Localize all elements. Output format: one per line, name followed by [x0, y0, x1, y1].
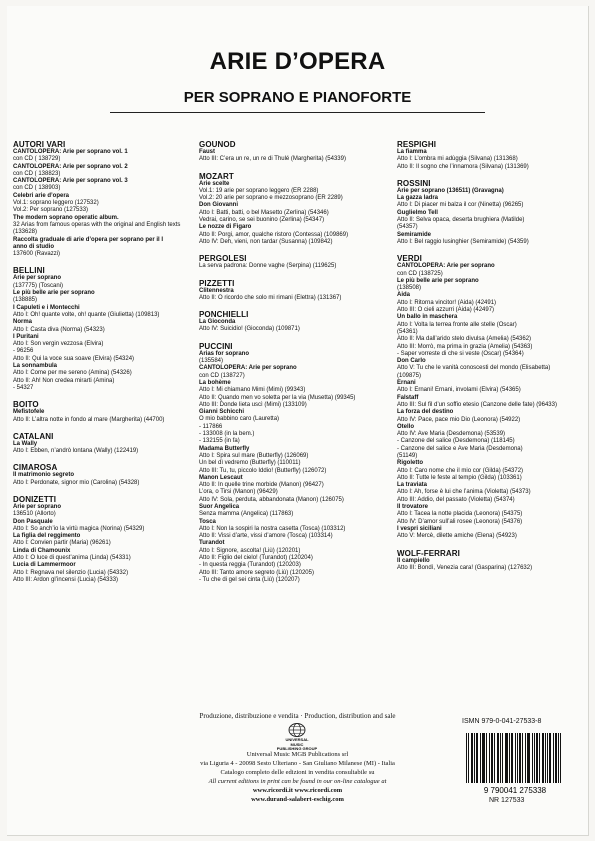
aria-entry: Atto II: Tutte le feste al tempio (Gilda) (103361) — [397, 474, 522, 481]
aria-entry: Atto I: So anch’io la virtù magica (Norina) (54329) — [13, 525, 145, 532]
barcode-bar — [556, 733, 557, 783]
barcode-bar — [509, 733, 510, 783]
barcode-bar — [468, 733, 469, 783]
barcode-bar — [484, 733, 485, 783]
composer-section — [199, 172, 379, 247]
aria-entry: con CD (138725) — [397, 270, 443, 277]
aria-entry: (135584) — [199, 358, 224, 365]
barcode-bar — [527, 733, 528, 783]
composer-heading: PERGOLESI — [199, 254, 247, 264]
composer-heading: PONCHIELLI — [199, 310, 249, 320]
barcode-bar — [474, 733, 475, 783]
aria-entry: - Canzone del salice e Ave Maria (Desdemona) — [397, 445, 523, 452]
composer-section — [199, 254, 379, 270]
aria-entry: Vol.2: 20 arie per soprano e mezzosoprano (ER 2289) — [199, 195, 343, 202]
aria-entry: Atto I: Caro nome che il mio cor (Gilda) (54372) — [397, 467, 524, 474]
work-title: I Puritani — [13, 333, 39, 340]
composer-heading: RESPIGHI — [397, 140, 437, 149]
barcode-bar — [542, 733, 543, 783]
aria-entry: Atto I: Spira sul mare (Butterfly) (126069) — [199, 452, 309, 459]
aria-entry: Atto III: Sul fil d’un soffio etesio (Canzone delle fate) (96433) — [397, 401, 557, 408]
work-title: Lucia di Lammermoor — [13, 562, 76, 569]
work-title: Il trovatore — [397, 504, 429, 511]
barcode-bar — [486, 733, 487, 783]
work-title: Le più belle arie per soprano — [397, 277, 479, 284]
composer-section — [199, 342, 379, 585]
aria-entry: con CD ( 138729) — [13, 156, 61, 163]
composer-heading: BOITO — [13, 400, 39, 410]
composer-heading: VERDI — [397, 254, 422, 264]
work-title: La forza del destino — [397, 409, 454, 416]
composer-section — [397, 254, 577, 540]
production-credit: Produzione, distribuzione e vendita · Production, distribution and sale — [199, 712, 396, 720]
work-title: Clitennestra — [199, 287, 234, 294]
catalog-note-it: Catalogo completo delle edizioni in vendita consultabile su — [220, 769, 375, 776]
publisher-info — [160, 750, 435, 804]
catalog-number: NR 127533 — [489, 797, 525, 804]
barcode-bar — [558, 733, 559, 783]
column-3 — [397, 140, 577, 572]
aria-entry: (109875) — [397, 372, 422, 379]
aria-entry: - In questa reggia (Turandot) (120203) — [199, 562, 301, 569]
work-title: CANTOLOPERA: Arie per soprano — [199, 365, 297, 372]
aria-entry: Atto V: Tu che le vanità conoscesti del mondo (Elisabetta) — [397, 365, 551, 372]
aria-entry: Atto I: Batti, batti, o bel Masetto (Zerlina) (54346) — [199, 209, 329, 216]
work-title: Arias for soprano — [199, 350, 250, 357]
page-subtitle: PER SOPRANO E PIANOFORTE — [183, 89, 412, 106]
work-title: Linda di Chamounix — [13, 547, 71, 554]
aria-entry: Atto I: Convien partir (Maria) (96261) — [13, 540, 111, 547]
work-title: Manon Lescaut — [199, 474, 243, 481]
aria-entry: L’ora, o Tirsi (Manon) (96429) — [199, 489, 278, 496]
work-title: Raccolta graduale di arie d’opera per soprano per il I — [13, 236, 164, 243]
barcode-bar — [492, 733, 493, 783]
barcode-bar — [550, 733, 551, 783]
aria-entry: Atto II: Porgi, amor, qualche ristoro (Contessa) (109869) — [199, 231, 349, 238]
aria-entry: Atto III: O cieli azzurri (Aida) (42497) — [397, 307, 495, 314]
composer-section — [13, 140, 193, 258]
barcode-bar — [529, 733, 530, 783]
barcode-bar — [483, 733, 484, 783]
ismn-code: ISMN 979-0-041-27533-8 — [462, 718, 542, 725]
work-title: Rigoletto — [397, 460, 423, 467]
barcode-bar — [534, 733, 535, 783]
work-title: Celebri arie d’opera — [13, 192, 70, 199]
aria-entry: Atto II: Vissi d’arte, vissi d’amore (Tosca) (103314) — [199, 533, 333, 540]
aria-entry: Atto I: Bel raggio lusinghier (Semiramide) (54359) — [397, 238, 529, 245]
column-1 — [13, 140, 193, 584]
composer-heading: BELLINI — [13, 266, 45, 276]
aria-entry: Atto I: Tacea la notte placida (Leonora) (54375) — [397, 511, 523, 518]
universal-music-globe-icon — [287, 722, 307, 738]
work-title: La bohème — [199, 379, 231, 386]
composer-section — [199, 279, 379, 303]
work-title: Falstaff — [397, 394, 419, 401]
aria-entry: Atto I: L’ombra mi adùggia (Silvana) (131368) — [397, 156, 518, 163]
aria-entry: Atto II: Ah! Non credea mirarti (Amina) — [13, 377, 115, 384]
composer-heading: CIMAROSA — [13, 463, 58, 473]
aria-entry: Senza mamma (Angelica) (117863) — [199, 511, 294, 518]
work-title: La Wally — [13, 440, 38, 447]
aria-entry: Atto I: Ebben, n’andrò lontana (Wally) (122419) — [13, 448, 139, 455]
aria-entry: - 117866 — [199, 423, 223, 430]
work-title: La sonnambula — [13, 363, 58, 370]
barcode-bar — [502, 733, 503, 783]
aria-entry: Atto III: Tanto amore segreto (Liù) (120205) — [199, 569, 314, 576]
composer-section — [13, 432, 193, 456]
barcode-bar — [472, 733, 473, 783]
barcode-bar — [471, 733, 472, 783]
barcode-bar — [553, 733, 554, 783]
barcode-bar — [543, 733, 544, 783]
barcode-bar — [507, 733, 508, 783]
aria-entry: Atto II: Quando men vo soletta per la via (Musetta) (99345) — [199, 394, 356, 401]
aria-entry: 32 Arias from famous operas with the original and English texts — [13, 221, 181, 228]
barcode-bar — [476, 733, 477, 783]
logo-wordmark: UNIVERSAL MUSIC PUBLISHING GROUP — [276, 737, 318, 751]
barcode-bar — [545, 733, 546, 783]
aria-entry: Atto I: Ritorna vincitor! (Aida) (42491) — [397, 299, 497, 306]
aria-entry: Atto I: Son vergin vezzosa (Elvira) — [13, 341, 104, 348]
aria-entry: Atto IV: Pace, pace mio Dio (Leonora) (54922) — [397, 416, 521, 423]
work-title: CANTOLOPERA: Arie per soprano vol. 2 — [13, 163, 128, 170]
composer-section — [397, 549, 577, 573]
work-title: La traviata — [397, 482, 428, 489]
work-title: Madama Butterfly — [199, 445, 250, 452]
barcode-bar — [511, 733, 512, 783]
barcode-bar — [539, 733, 540, 783]
barcode-bar — [560, 733, 561, 783]
composer-section — [13, 463, 193, 487]
composer-heading: PUCCINI — [199, 341, 233, 351]
column-2 — [199, 140, 379, 584]
work-title: anno di studio — [13, 243, 54, 250]
aria-entry: Atto II: O ricordo che solo mi rimani (Elettra) (131367) — [199, 294, 342, 301]
aria-entry: Atto III: Morrò, ma prima in grazia (Amelia) (54363) — [397, 343, 533, 350]
aria-entry: Atto IV: Suicidio! (Gioconda) (109871) — [199, 326, 300, 333]
aria-entry: - 133008 (in la bem.) — [199, 431, 255, 438]
work-title: Norma — [13, 319, 33, 326]
website-links[interactable]: www.ricordi.it www.ricordi.com — [252, 787, 343, 794]
barcode-bar — [489, 733, 490, 783]
aria-entry: con CD ( 138823) — [13, 170, 61, 177]
barcode-bar — [498, 733, 499, 783]
work-title: La fiamma — [397, 149, 427, 155]
aria-entry: Atto I: Ah, forse è lui che l’anima (Violetta) (54373) — [397, 489, 531, 496]
work-title: CANTOLOPERA: Arie per soprano vol. 3 — [13, 178, 128, 185]
publisher-name: Universal Music MGB Publications srl — [246, 751, 349, 758]
aria-entry: Atto IV: Ave Maria (Desdemona) (53539) — [397, 431, 506, 438]
barcode-bar — [477, 733, 478, 783]
aria-entry: Atto III: Bondì, Venezia cara! (Gasparina) (127632) — [397, 564, 533, 571]
composer-heading: AUTORI VARI — [13, 140, 66, 149]
work-title: Turandot — [199, 540, 225, 547]
aria-entry: Atto I: Perdonate, signor mio (Carolina) (54328) — [13, 479, 140, 486]
aria-entry: Atto I: O luce di quest’anima (Linda) (54331) — [13, 555, 131, 562]
aria-entry: Atto I: Come per me sereno (Amina) (54326) — [13, 370, 132, 377]
aria-entry: Atto I: Regnava nel silenzio (Lucia) (54332) — [13, 569, 129, 576]
aria-entry: Atto I: Signore, ascolta! (Liù) (120201) — [199, 547, 301, 554]
aria-entry: Atto III: C’era un re, un re di Thulé (Margherita) (54339) — [199, 156, 346, 163]
barcode-bar — [528, 733, 529, 783]
work-title: Le nozze di Figaro — [199, 224, 252, 231]
aria-entry: 137600 (Ravazzi) — [13, 251, 61, 258]
aria-entry: Atto I: Casta diva (Norma) (54323) — [13, 326, 105, 333]
work-title: Ernani — [397, 380, 416, 387]
work-title: Arie scelte — [199, 180, 230, 187]
aria-entry: Atto IV: Deh, vieni, non tardar (Susanna) (109842) — [199, 238, 333, 245]
aria-entry: Atto II: Figlio del cielo! (Turandot) (120204) — [199, 555, 313, 562]
composer-heading: PIZZETTI — [199, 278, 235, 288]
aria-entry: Atto II: Selva opaca, deserta brughiera (Matilde) — [397, 217, 525, 224]
barcode-bar — [491, 733, 492, 783]
aria-entry: (54357) — [397, 224, 418, 231]
work-title: Mefistofele — [13, 409, 45, 416]
work-title: Don Carlo — [397, 358, 426, 365]
work-title: Un ballo in maschera — [397, 314, 458, 321]
work-title: Le più belle arie per soprano — [13, 290, 95, 297]
aria-entry: Vol.1: 19 arie per soprano leggero (ER 2288) — [199, 187, 319, 194]
aria-entry: con CD (138727) — [199, 372, 245, 379]
aria-entry: 136510 (Allorto) — [13, 511, 56, 518]
barcode-bar — [500, 733, 501, 783]
work-title: La gazza ladra — [397, 195, 439, 202]
aria-entry: Atto II: Il sogno che l’innamora (Silvana) (131369) — [397, 163, 529, 170]
work-title: Don Giovanni — [199, 202, 238, 209]
composer-section — [397, 140, 577, 171]
aria-entry: - Canzone del salice (Desdemona) (118145) — [397, 438, 515, 445]
composer-section — [199, 310, 379, 334]
composer-heading: WOLF-FERRARI — [397, 548, 460, 558]
aria-entry: con CD ( 138903) — [13, 185, 61, 192]
aria-entry: Atto IV: D’amor sull’ali rosee (Leonora) (54376) — [397, 518, 523, 525]
work-title: Semiramide — [397, 231, 432, 238]
aria-entry: Atto II: Ma dall’arido stelo divulsa (Amelia) (54362) — [397, 336, 532, 343]
aria-entry: - 96256 — [13, 348, 34, 355]
work-title: Aida — [397, 292, 411, 299]
aria-entry: - Tu che di gel sei cinta (Liù) (120207) — [199, 576, 300, 583]
composer-heading: CATALANI — [13, 431, 54, 441]
aria-entry: (138885) — [13, 297, 38, 304]
aria-entry: Atto I: Mi chiamano Mimi (Mimi) (99343) — [199, 387, 306, 394]
work-title: Arie per soprano (136511) (Gravagna) — [397, 187, 504, 194]
aria-entry: Atto II: In quelle trine morbide (Manon) (96427) — [199, 482, 324, 489]
composer-section — [199, 140, 379, 164]
catalog-note-en: All current editions in print can be found in our on-line catalogue at — [208, 778, 387, 785]
composer-heading: MOZART — [199, 171, 234, 181]
publisher-address: via Liguria 4 - 20098 Sesto Ulteriano - San Giuliano Milanese (MI) - Italia — [200, 760, 395, 767]
barcode-bar — [517, 733, 518, 783]
title-divider — [110, 112, 485, 113]
composer-section — [13, 266, 193, 392]
work-title: Tosca — [199, 518, 216, 525]
barcode-bar — [519, 733, 520, 783]
work-title: Guglielmo Tell — [397, 209, 438, 216]
work-title: CANTOLOPERA: Arie per soprano vol. 1 — [13, 149, 128, 155]
work-title: Il matrimonio segreto — [13, 472, 75, 479]
aria-entry: Vol.1: soprano leggero (127532) — [13, 200, 99, 207]
barcode-bar — [555, 733, 556, 783]
aria-entry: (51149) — [397, 452, 418, 459]
work-title: Faust — [199, 149, 216, 155]
composer-section — [397, 179, 577, 246]
aria-entry: Vol.2: Per soprano (127533) — [13, 207, 89, 214]
composer-heading: DONIZETTI — [13, 494, 57, 504]
aria-entry: Atto I: Ernani! Ernani, involami (Elvira) (54365) — [397, 387, 521, 394]
barcode-bar — [549, 733, 550, 783]
aria-entry: Atto III: Ardon gl’incensi (Lucia) (54333) — [13, 576, 119, 583]
work-title: The modern soprano operatic album. — [13, 214, 119, 221]
aria-entry: - 132155 (in fa) — [199, 438, 240, 445]
work-title: Il campiello — [397, 557, 430, 564]
barcode-bar — [466, 733, 467, 783]
aria-entry: Atto I: Oh! quante volte, oh! quante (Giulietta) (109813) — [13, 311, 160, 318]
aria-entry: Atto III: Addio, del passato (Violetta) (54374) — [397, 496, 515, 503]
aria-entry: Vedrai, carino, se sei buonino (Zerlina) (54347) — [199, 217, 325, 224]
barcode-bar — [494, 733, 495, 783]
barcode-bar — [522, 733, 523, 783]
aria-entry: Atto V: Mercè, dilette amiche (Elena) (54923) — [397, 533, 517, 540]
barcode-bar — [536, 733, 537, 783]
work-title: I vespri siciliani — [397, 525, 442, 532]
work-title: La Gioconda — [199, 319, 236, 326]
aria-entry: Atto II: L’altra notte in fondo al mare (Margherita) (44700) — [13, 416, 165, 423]
composer-section — [13, 495, 193, 584]
work-title: Suor Angelica — [199, 503, 240, 510]
website-link-durand[interactable]: www.durand-salabert-eschig.com — [251, 796, 344, 803]
aria-entry: (138508) — [397, 285, 422, 292]
aria-entry: (137775) (Toscani) — [13, 282, 64, 289]
work-title: La figlia del reggimento — [13, 533, 81, 540]
composer-heading: ROSSINI — [397, 178, 431, 188]
aria-entry: Atto I: Volta la terrea fronte alle stelle (Oscar) — [397, 321, 517, 328]
aria-entry: Atto I: Non la sospiri la nostra casetta (Tosca) (103312) — [199, 525, 346, 532]
barcode-number: 9 790041 275338 — [483, 786, 547, 795]
page-title: ARIE D’OPERA — [209, 48, 386, 75]
barcode-bar — [515, 733, 516, 783]
aria-entry: Atto II: Qui la voce sua soave (Elvira) (54324) — [13, 355, 135, 362]
barcode-bar — [506, 733, 507, 783]
work-title: I Capuleti e i Montecchi — [13, 304, 80, 311]
barcode — [460, 731, 570, 795]
aria-entry: Atto III: Tu, tu, piccolo Iddio! (Butterfly) (126072) — [199, 467, 327, 474]
aria-entry: Un bel dì vedremo (Butterfly) (110011) — [199, 460, 301, 467]
barcode-bar — [497, 733, 498, 783]
barcode-bar — [532, 733, 533, 783]
work-title: CANTOLOPERA: Arie per soprano — [397, 263, 495, 270]
barcode-bar — [482, 733, 483, 783]
barcode-bar — [520, 733, 521, 783]
barcode-bar — [547, 733, 548, 783]
composer-section — [13, 400, 193, 424]
aria-entry: - Saper vorreste di che si veste (Oscar) (54364) — [397, 350, 524, 357]
work-title: Gianni Schicchi — [199, 409, 245, 416]
work-title: Don Pasquale — [13, 518, 53, 525]
barcode-bar — [480, 733, 481, 783]
aria-entry: (54361) — [397, 328, 418, 335]
aria-entry: (133628) — [13, 229, 38, 236]
barcode-bar — [525, 733, 526, 783]
work-title: Arie per soprano — [13, 275, 62, 282]
composer-heading: GOUNOD — [199, 140, 236, 149]
work-title: Otello — [397, 423, 415, 430]
aria-entry: O mio babbino caro (Lauretta) — [199, 416, 280, 423]
aria-entry: Atto IV: Sola, perduta, abbandonata (Manon) (126075) — [199, 496, 344, 503]
work-title: Arie per soprano — [13, 503, 62, 510]
aria-entry: La serva padrona: Donne vaghe (Serpina) (119625) — [199, 263, 337, 270]
aria-entry: Atto III: Donde lieta uscì (Mimi) (133109) — [199, 401, 307, 408]
aria-entry: Atto I: Di piacer mi balza il cor (Ninetta) (96265) — [397, 202, 524, 209]
aria-entry: - 54327 — [13, 384, 34, 391]
barcode-bar — [505, 733, 506, 783]
barcode-bar — [512, 733, 513, 783]
barcode-bar — [537, 733, 538, 783]
